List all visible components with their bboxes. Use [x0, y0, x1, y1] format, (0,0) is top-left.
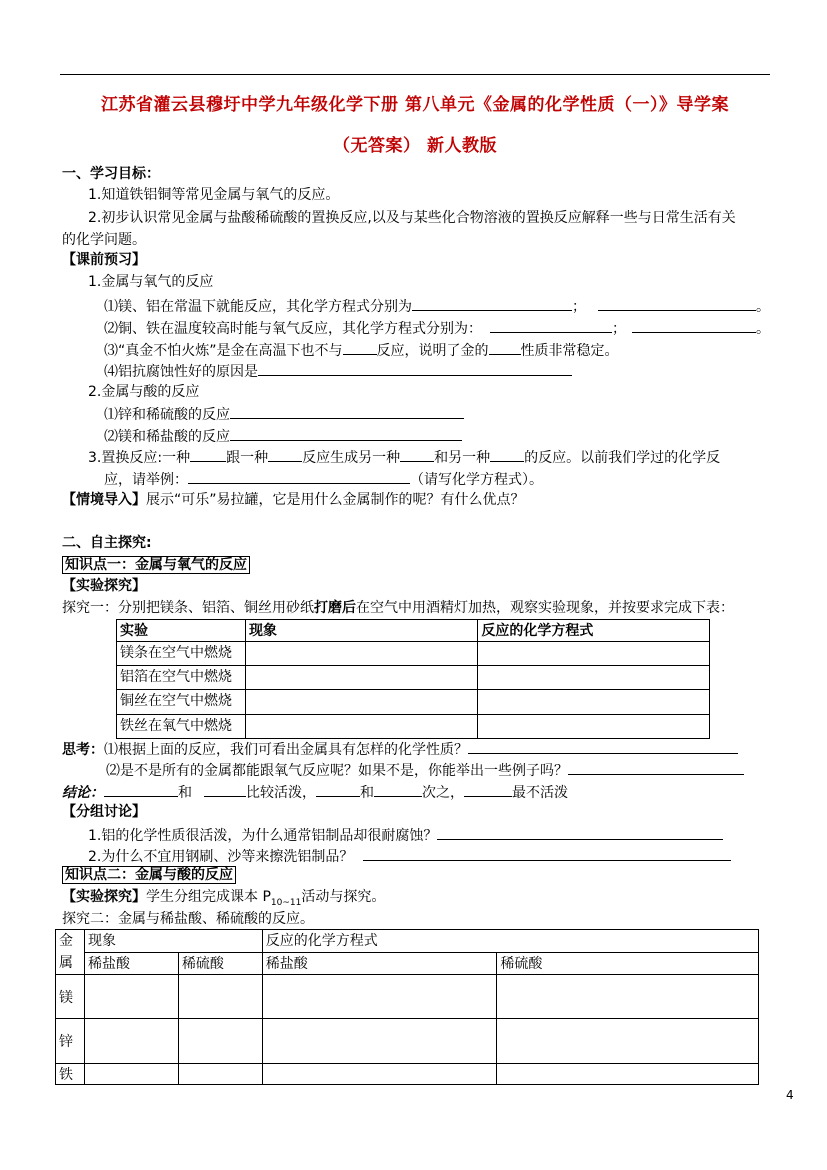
- answer-cell[interactable]: [245, 715, 477, 739]
- metal-cell: 镁: [56, 975, 85, 1019]
- preview-q2-1-text: ⑴锌和稀硫酸的反应: [104, 407, 230, 423]
- goal-item-2a: 2.初步认识常见金属与盐酸稀硫酸的置换反应,以及与某些化合物溶液的置换反应解释一些与日常生活有关: [88, 210, 736, 226]
- title-line-1: 江苏省灌云县穆圩中学九年级化学下册 第八单元《金属的化学性质（一）》导学案: [101, 95, 729, 115]
- answer-blank[interactable]: [490, 447, 524, 462]
- preview-q3: [88, 447, 720, 467]
- preview-q2: 2.金属与酸的反应: [88, 384, 200, 400]
- table-cell: 镁条在空气中燃烧: [117, 642, 246, 666]
- intro-label: 【情境导入】: [62, 492, 146, 508]
- knowledge-point-1: [62, 556, 250, 574]
- answer-cell[interactable]: [84, 975, 178, 1019]
- page-number: 4: [786, 1088, 794, 1102]
- inquiry-2: 探究二：金属与稀盐酸、稀硫酸的反应。: [62, 911, 314, 927]
- preview-q3-text-a: 3.置换反应:一种: [88, 450, 191, 466]
- equation-header: 反应的化学方程式: [262, 930, 758, 953]
- answer-blank[interactable]: [400, 447, 434, 462]
- metal-header-2: 属: [59, 955, 73, 971]
- table-cell: 铝箔在空气中燃烧: [117, 666, 246, 690]
- answer-blank[interactable]: [489, 340, 521, 355]
- answer-blank[interactable]: [374, 782, 422, 797]
- period: 。: [756, 321, 770, 337]
- preview-q1-3: [104, 340, 619, 360]
- preview-q1-1-text: ⑴镁、铝在常温下就能反应，其化学方程式分别为: [104, 299, 412, 315]
- think-1: [62, 739, 738, 759]
- metal-header: [56, 930, 85, 975]
- preview-q3-text-f: 应，请举例：: [104, 472, 188, 488]
- table-header-row: [56, 930, 759, 953]
- answer-blank[interactable]: [230, 426, 462, 441]
- answer-blank[interactable]: [268, 447, 302, 462]
- answer-blank[interactable]: [316, 782, 360, 797]
- think-1-text: ⑴根据上面的反应，我们可看出金属具有怎样的化学性质？: [104, 742, 468, 758]
- table-header-row: [117, 620, 710, 642]
- group-label: 【分组讨论】: [62, 804, 146, 820]
- exp-2-page-range: 10~11: [270, 897, 302, 908]
- answer-cell[interactable]: [178, 1064, 262, 1085]
- goal-item-2b: 的化学问题。: [62, 232, 146, 248]
- answer-blank[interactable]: [230, 404, 464, 419]
- table-subheader: 稀盐酸: [262, 952, 497, 975]
- oxygen-reaction-table: [116, 619, 710, 739]
- answer-cell[interactable]: [245, 690, 477, 715]
- inquiry-1: [62, 599, 734, 617]
- table-row: [117, 690, 710, 715]
- answer-cell[interactable]: [178, 1019, 262, 1064]
- preview-heading: 【课前预习】: [62, 252, 146, 268]
- answer-blank[interactable]: [363, 846, 731, 861]
- conclusion: [62, 782, 568, 802]
- preview-q1-2-text: ⑵铜、铁在温度较高时能与氧气反应，其化学方程式分别为：: [104, 321, 482, 337]
- inquiry-1-text-b: 打磨后: [314, 600, 356, 616]
- table-row: [56, 1019, 759, 1064]
- explore-heading: 二、自主探究:: [62, 535, 152, 551]
- preview-q1-4: [104, 361, 572, 381]
- exp-2: [62, 888, 385, 912]
- answer-blank[interactable]: [258, 361, 572, 376]
- table-subheader: 稀盐酸: [84, 952, 178, 975]
- answer-blank[interactable]: [468, 739, 738, 754]
- answer-blank[interactable]: [490, 318, 612, 333]
- table-row: [117, 642, 710, 666]
- table-header: 实验: [117, 620, 246, 642]
- exp-2-text-b: 活动与探究。: [301, 889, 386, 905]
- table-subheader-row: [56, 952, 759, 975]
- answer-cell[interactable]: [178, 975, 262, 1019]
- answer-cell[interactable]: [497, 1019, 759, 1064]
- answer-cell[interactable]: [262, 1019, 497, 1064]
- table-subheader: 稀硫酸: [178, 952, 262, 975]
- answer-blank[interactable]: [188, 469, 410, 484]
- intro-text: 展示“可乐”易拉罐，它是用什么金属制作的呢？有什么优点？: [146, 492, 525, 508]
- semicolon: ；: [612, 321, 626, 337]
- exp-label: 【实验探究】: [62, 578, 146, 594]
- answer-cell[interactable]: [478, 642, 710, 666]
- metal-cell: 锌: [56, 1019, 85, 1064]
- table-header: 现象: [245, 620, 477, 642]
- conclusion-active: 比较活泼，: [246, 785, 316, 801]
- answer-cell[interactable]: [245, 666, 477, 690]
- metal-cell: 铁: [56, 1064, 85, 1085]
- preview-q1-2: [104, 318, 770, 338]
- answer-blank[interactable]: [104, 782, 178, 797]
- answer-cell[interactable]: [497, 1064, 759, 1085]
- conclusion-and-2: 和: [360, 785, 374, 801]
- answer-cell[interactable]: [262, 1064, 497, 1085]
- group-q2-text: 2.为什么不宜用钢刷、沙等来擦洗铝制品？: [88, 849, 354, 865]
- answer-cell[interactable]: [84, 1019, 178, 1064]
- conclusion-least: 最不活泼: [512, 785, 568, 801]
- preview-q2-2-text: ⑵镁和稀盐酸的反应: [104, 429, 230, 445]
- answer-blank[interactable]: [568, 760, 744, 775]
- preview-q1-3-text-a: ⑶“真金不怕火炼”是金在高温下也不与: [104, 343, 343, 359]
- period: 。: [756, 299, 770, 315]
- preview-q3-text-d: 和另一种: [434, 450, 491, 466]
- knowledge-point-2: [62, 866, 236, 884]
- header-rule: [60, 74, 770, 75]
- answer-cell[interactable]: [497, 975, 759, 1019]
- conclusion-label: 结论：: [62, 785, 104, 801]
- answer-cell[interactable]: [478, 690, 710, 715]
- inquiry-1-text-a: 探究一：分别把镁条、铝箔、铜丝用砂纸: [62, 600, 314, 616]
- preview-q2-1: [104, 404, 464, 424]
- title-line-2: （无答案） 新人教版: [333, 136, 497, 156]
- answer-blank[interactable]: [204, 782, 246, 797]
- preview-q3-cont: [104, 469, 543, 489]
- answer-blank[interactable]: [437, 825, 723, 840]
- answer-blank[interactable]: [464, 782, 512, 797]
- preview-q3-text-e: 的反应。以前我们学过的化学反: [524, 450, 721, 466]
- group-q1: [88, 825, 723, 845]
- answer-blank[interactable]: [190, 447, 226, 462]
- answer-blank[interactable]: [632, 318, 756, 333]
- answer-cell[interactable]: [245, 642, 477, 666]
- exp-2-text-a: 学生分组完成课本 P: [146, 889, 271, 905]
- acid-reaction-table: [55, 929, 759, 1085]
- inquiry-1-text-c: 在空气中用酒精灯加热，观察实验现象，并按要求完成下表：: [356, 600, 734, 616]
- conclusion-next: 次之，: [422, 785, 464, 801]
- think-2-text: ⑵是不是所有的金属都能跟氧气反应呢？如果不是，你能举出一些例子吗？: [106, 763, 568, 779]
- answer-cell[interactable]: [84, 1064, 178, 1085]
- kp1-label: 知识点一：金属与氧气的反应: [62, 556, 250, 574]
- semicolon: ；: [572, 299, 586, 315]
- preview-q1-3-text-c: 性质非常稳定。: [520, 343, 619, 359]
- preview-q1-4-text: ⑷铝抗腐蚀性好的原因是: [104, 364, 258, 380]
- goals-heading: 一、学习目标：: [62, 166, 160, 182]
- preview-q1: 1.金属与氧气的反应: [88, 274, 214, 290]
- group-q2: [88, 846, 731, 866]
- table-row: [117, 715, 710, 739]
- think-2: [106, 760, 744, 780]
- answer-blank[interactable]: [412, 296, 572, 311]
- answer-cell[interactable]: [478, 715, 710, 739]
- group-q1-text: 1.铝的化学性质很活泼，为什么通常铝制品却很耐腐蚀？: [88, 828, 438, 844]
- table-row: [56, 1064, 759, 1085]
- answer-cell[interactable]: [478, 666, 710, 690]
- exp-2-label: 【实验探究】: [62, 889, 146, 905]
- metal-header-1: 金: [59, 933, 73, 949]
- answer-cell[interactable]: [262, 975, 497, 1019]
- preview-q3-text-c: 反应生成另一种: [302, 450, 401, 466]
- answer-blank[interactable]: [598, 296, 756, 311]
- table-cell: 铜丝在空气中燃烧: [117, 690, 246, 715]
- answer-blank[interactable]: [343, 340, 377, 355]
- preview-q3-text-g: （请写化学方程式）。: [410, 472, 543, 488]
- table-row: [56, 975, 759, 1019]
- preview-q2-2: [104, 426, 462, 446]
- table-cell: 铁丝在氧气中燃烧: [117, 715, 246, 739]
- preview-q1-3-text-b: 反应，说明了金的: [376, 343, 489, 359]
- think-label: 思考：: [62, 742, 104, 758]
- intro-line: [62, 491, 525, 509]
- table-subheader: 稀硫酸: [497, 952, 759, 975]
- kp2-label: 知识点二：金属与酸的反应: [62, 866, 236, 884]
- table-row: [117, 666, 710, 690]
- preview-q3-text-b: 跟一种: [226, 450, 269, 466]
- conclusion-and: 和: [178, 785, 192, 801]
- table-header: 反应的化学方程式: [478, 620, 710, 642]
- preview-q1-1: [104, 296, 770, 316]
- goal-item-1: 1.知道铁铝铜等常见金属与氧气的反应。: [88, 187, 340, 203]
- phenomenon-header: 现象: [84, 930, 262, 953]
